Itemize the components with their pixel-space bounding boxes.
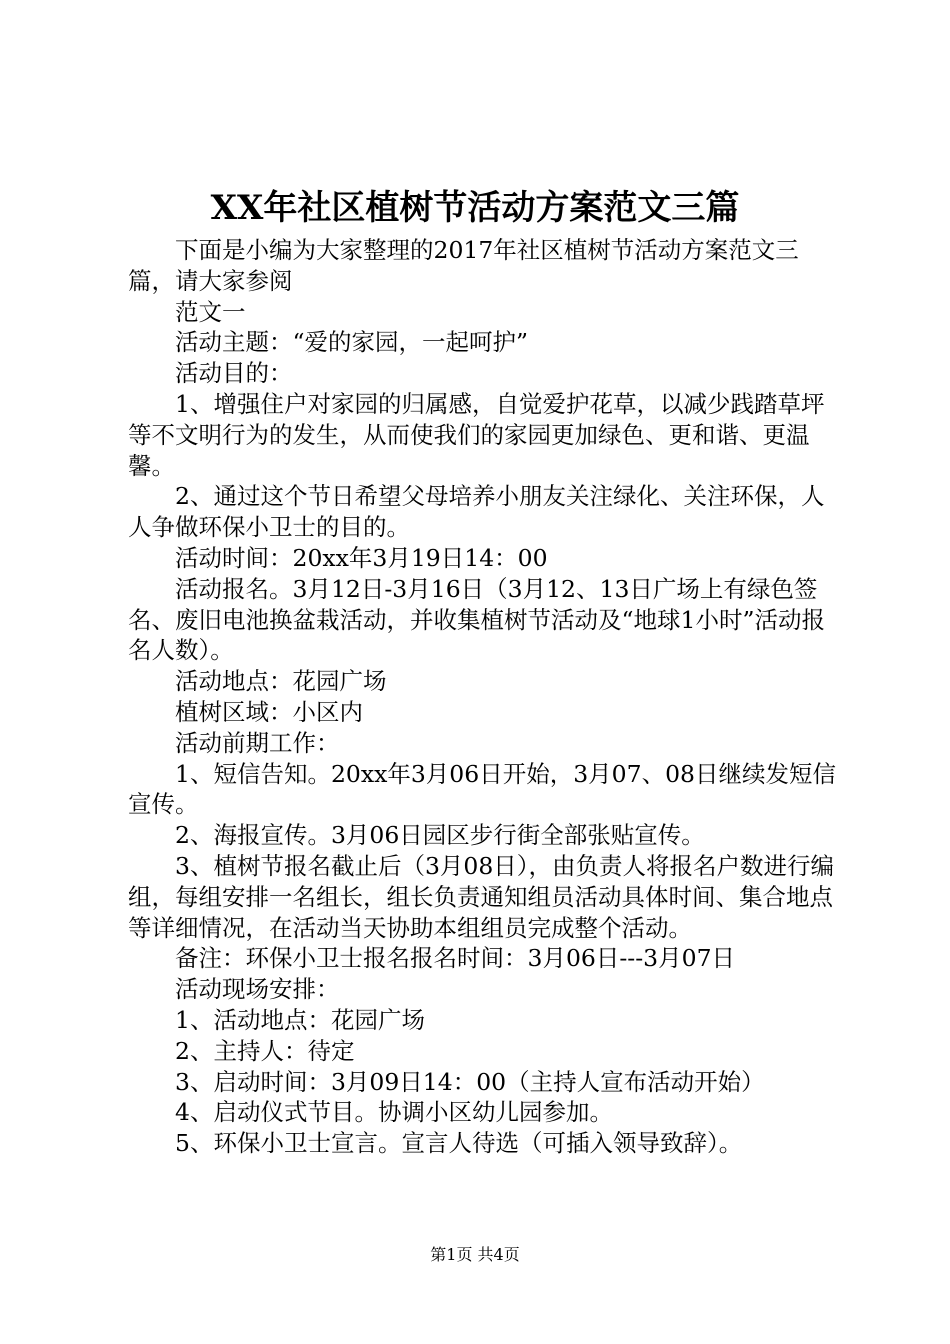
intro-paragraph: 下面是小编为大家整理的2017年社区植树节活动方案范文三篇，请大家参阅 [128,236,799,295]
document-title: XX年社区植树节活动方案范文三篇 [210,188,740,228]
activity-theme: 活动主题：“爱的家园，一起呵护” [175,328,529,357]
planting-area: 植树区域：小区内 [175,697,363,726]
preparation-item-1: 1、短信告知。20xx年3月06日开始，3月07、08日继续发短信宣传。 [128,759,836,819]
onsite-item-1: 1、活动地点：花园广场 [175,1005,425,1034]
purpose-item-2: 2、通过这个节日希望父母培养小朋友关注绿化、关注环保，人人争做环保小卫士的目的。 [128,482,825,542]
preparation-item-2: 2、海报宣传。3月06日园区步行街全部张贴宣传。 [175,821,705,850]
onsite-arrangement-heading: 活动现场安排： [175,975,340,1004]
remark: 备注：环保小卫士报名报名时间：3月06日---3月07日 [175,944,736,973]
section-heading: 范文一 [175,297,246,326]
activity-time: 活动时间：20xx年3月19日14：00 [175,543,548,572]
page-footer: 第1页 共4页 [430,1245,520,1264]
activity-purpose-heading: 活动目的： [175,359,293,388]
document-body [128,235,838,1159]
preparation-item-3: 3、植树节报名截止后（3月08日），由负责人将报名户数进行编组，每组安排一名组长，组长负责通知组员活动具体时间、集合地点等详细情况，在活动当天协助本组组员完成整个活动。 [128,851,835,942]
onsite-item-5: 5、环保小卫士宣言。宣言人待选（可插入领导致辞）。 [175,1129,743,1158]
onsite-item-2: 2、主持人：待定 [175,1036,355,1065]
activity-registration: 活动报名。3月12日-3月16日（3月12、13日广场上有绿色签名、废旧电池换盆栽活动，并收集植树节活动及“地球1小时”活动报名人数）。 [128,574,825,665]
onsite-item-3: 3、启动时间：3月09日14：00（主持人宣布活动开始） [175,1067,765,1096]
preparation-heading: 活动前期工作： [175,728,340,757]
activity-location: 活动地点：花园广场 [175,667,387,696]
purpose-item-1: 1、增强住户对家园的归属感，自觉爱护花草，以减少践踏草坪等不文明行为的发生，从而使我们的家园更加绿色、更和谐、更温馨。 [128,389,825,480]
onsite-item-4: 4、启动仪式节目。协调小区幼儿园参加。 [175,1098,613,1127]
